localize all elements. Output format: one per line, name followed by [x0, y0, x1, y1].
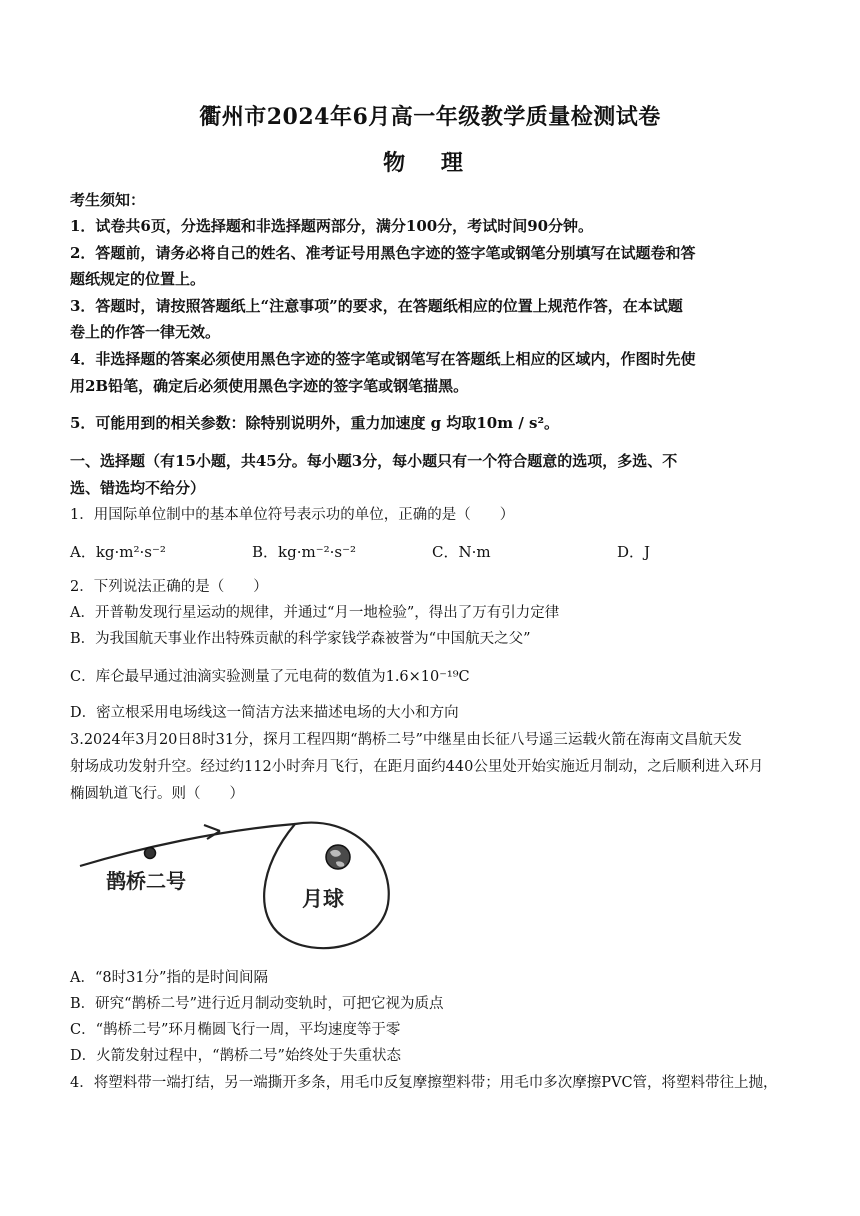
q3-option-c: C．“鹊桥二号”环月椭圆飞行一周，平均速度等于零: [70, 1022, 401, 1038]
q2-option-b: B．为我国航天事业作出特殊贡献的科学家钱学森被誉为“中国航天之父”: [70, 631, 531, 647]
q1-option-a: A．kg·m²·s⁻²: [70, 543, 166, 561]
notice-line-7: 用2B铅笔，确定后必须使用黑色字迹的签字笔或钢笔描黑。: [70, 377, 469, 395]
notice-line-4: 3．答题时，请按照答题纸上“注意事项”的要求，在答题纸相应的位置上规范作答，在本试题: [70, 297, 683, 315]
lunar-orbit-figure: [70, 808, 400, 958]
moon-label: 月球: [302, 887, 344, 911]
notice-heading: 考生须知：: [70, 191, 146, 209]
q3-stem-line3: 椭圆轨道飞行。则（ ）: [70, 786, 244, 802]
notice-line-1: 1．试卷共6页，分选择题和非选择题两部分，满分100分，考试时间90分钟。: [70, 217, 594, 235]
q1-option-b: B．kg·m⁻²·s⁻²: [252, 543, 357, 561]
notice-line-6: 4．非选择题的答案必须使用黑色字迹的签字笔或钢笔写在答题纸上相应的区域内，作图时先使: [70, 350, 696, 368]
q2-option-a: A．开普勒发现行星运动的规律，并通过“月一地检验”，得出了万有引力定律: [70, 605, 560, 621]
q4-stem-line1: 4．将塑料带一端打结，另一端撕开多条，用毛巾反复摩擦塑料带；用毛巾多次摩擦PVC管，将塑料带往上抛，: [70, 1075, 778, 1091]
q2-option-c: C．库仑最早通过油滴实验测量了元电荷的数值为1.6×10⁻¹⁹C: [70, 669, 470, 685]
relay-satellite: [145, 848, 156, 859]
notice-line-2: 2．答题前，请务必将自己的姓名、准考证号用黑色字迹的签字笔或钢笔分别填写在试题卷和答: [70, 244, 696, 262]
q3-option-b: B．研究“鹊桥二号”进行近月制动变轨时，可把它视为质点: [70, 996, 444, 1012]
lunar-orbit-ellipse: [264, 823, 389, 949]
notice-line-8: 5．可能用到的相关参数：除特别说明外，重力加速度 g 均取10m / s²。: [70, 414, 560, 432]
q3-stem-line1: 3.2024年3月20日8时31分，探月工程四期“鹊桥二号”中继星由长征八号遥三运载火箭在海南文昌航天发: [70, 732, 742, 748]
q3-stem-line2: 射场成功发射升空。经过约112小时奔月飞行，在距月面约440公里处开始实施近月制动，之后顺利进入环月: [70, 759, 764, 775]
exam-title: 衢州市2024年6月高一年级教学质量检测试卷: [199, 104, 661, 130]
notice-line-3: 题纸规定的位置上。: [70, 270, 206, 288]
orbit-diagram-svg: [70, 808, 400, 958]
q2-option-d: D．密立根采用电场线这一简洁方法来描述电场的大小和方向: [70, 705, 459, 721]
section1-heading-line2: 选、错选均不给分）: [70, 479, 206, 497]
q1-stem: 1．用国际单位制中的基本单位符号表示功的单位，正确的是（ ）: [70, 507, 515, 523]
q1-option-d: D．J: [617, 543, 651, 561]
transfer-trajectory: [80, 824, 295, 866]
q2-stem: 2．下列说法正确的是（ ）: [70, 579, 268, 595]
section1-heading-line1: 一、选择题（有15小题，共45分。每小题3分，每小题只有一个符合题意的选项，多选、不: [70, 452, 678, 470]
q3-option-d: D．火箭发射过程中，“鹊桥二号”始终处于失重状态: [70, 1048, 401, 1064]
q3-option-a: A．“8时31分”指的是时间间隔: [70, 970, 268, 986]
q1-option-c: C．N·m: [432, 543, 491, 561]
subject-title: 物 理: [383, 150, 477, 176]
notice-line-5: 卷上的作答一律无效。: [70, 323, 221, 341]
satellite-label: 鹊桥二号: [106, 869, 186, 893]
